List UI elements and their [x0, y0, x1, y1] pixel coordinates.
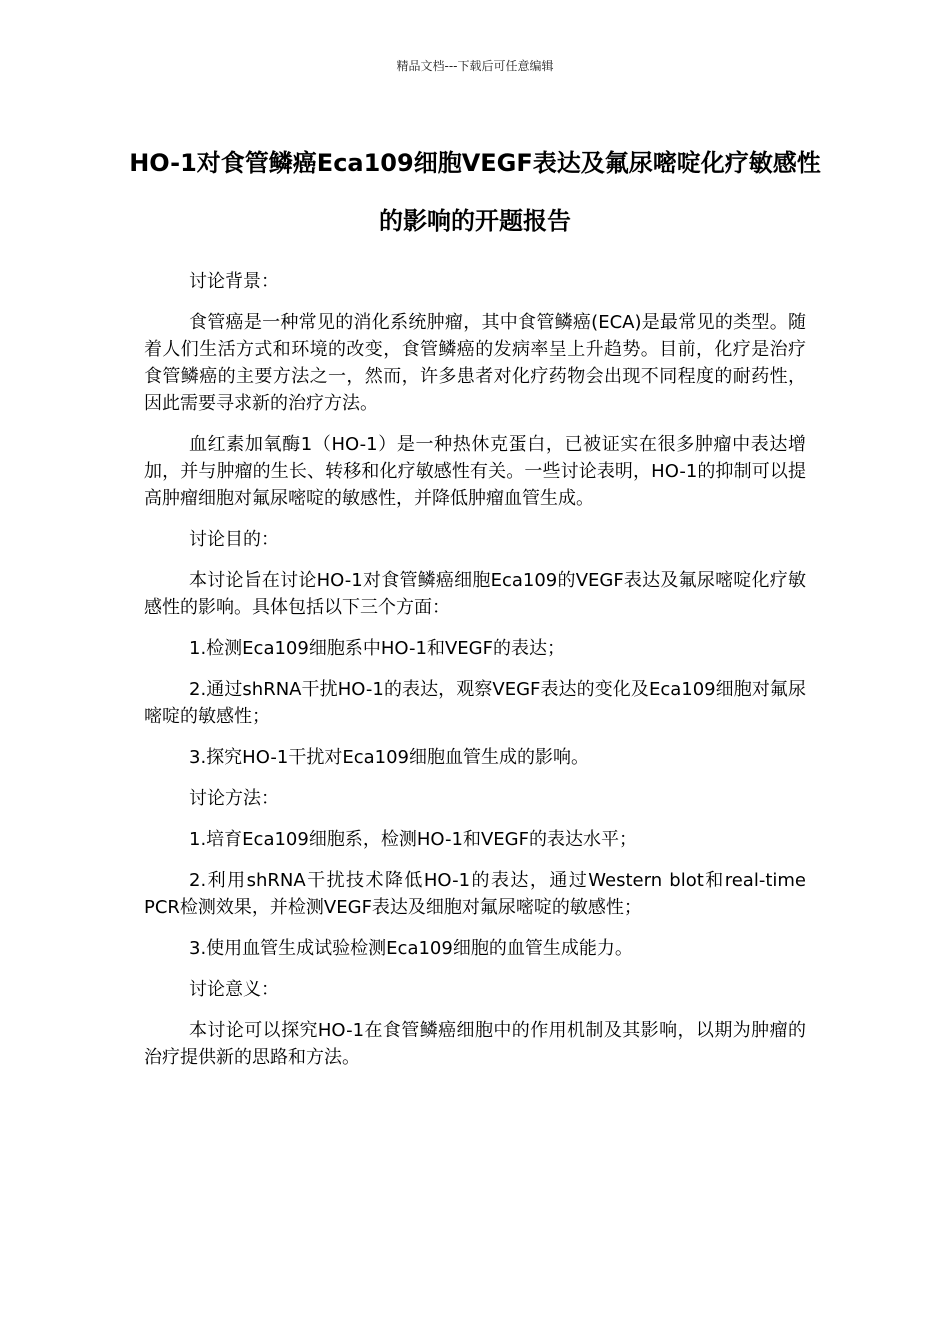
method-item-2: 2.利用shRNA干扰技术降低HO-1的表达，通过Western blot和real-time PCR检测效果，并检测VEGF表达及细胞对氟尿嘧啶的敏感性；: [144, 870, 806, 918]
document-body: [144, 268, 806, 1085]
objective-item-1: 1.检测Eca109细胞系中HO-1和VEGF的表达；: [189, 638, 565, 659]
section-heading-significance: 讨论意义：: [189, 979, 279, 1000]
page-header: 精品文档---下载后可任意编辑: [396, 59, 554, 73]
paragraph-objective: 本讨论旨在讨论HO-1对食管鳞癌细胞Eca109的VEGF表达及氟尿嘧啶化疗敏感性的影响。具体包括以下三个方面：: [144, 570, 806, 618]
paragraph-background-2: 血红素加氧酶1（HO-1）是一种热休克蛋白，已被证实在很多肿瘤中表达增加，并与肿瘤的生长、转移和化疗敏感性有关。一些讨论表明，HO-1的抑制可以提高肿瘤细胞对氟尿嘧啶的敏感性，并降低肿瘤血管生成。: [144, 434, 806, 509]
paragraph-significance: 本讨论可以探究HO-1在食管鳞癌细胞中的作用机制及其影响，以期为肿瘤的治疗提供新的思路和方法。: [144, 1020, 806, 1068]
objective-item-2: 2.通过shRNA干扰HO-1的表达，观察VEGF表达的变化及Eca109细胞对氟尿嘧啶的敏感性；: [144, 679, 806, 727]
method-item-1: 1.培育Eca109细胞系，检测HO-1和VEGF的表达水平；: [189, 829, 637, 850]
section-heading-background: 讨论背景：: [189, 271, 279, 292]
paragraph-background-1: 食管癌是一种常见的消化系统肿瘤，其中食管鳞癌(ECA)是最常见的类型。随着人们生活方式和环境的改变，食管鳞癌的发病率呈上升趋势。目前，化疗是治疗食管鳞癌的主要方法之一，然而，许多患者对化疗药物会出现不同程度的耐药性，因此需要寻求新的治疗方法。: [144, 312, 806, 414]
document-title: HO-1对食管鳞癌Eca109细胞VEGF表达及氟尿嘧啶化疗敏感性的影响的开题报告: [129, 149, 821, 235]
section-heading-methods: 讨论方法：: [189, 788, 279, 809]
objective-item-3: 3.探究HO-1干扰对Eca109细胞血管生成的影响。: [189, 747, 589, 768]
method-item-3: 3.使用血管生成试验检测Eca109细胞的血管生成能力。: [189, 938, 633, 959]
section-heading-objective: 讨论目的：: [189, 529, 279, 550]
